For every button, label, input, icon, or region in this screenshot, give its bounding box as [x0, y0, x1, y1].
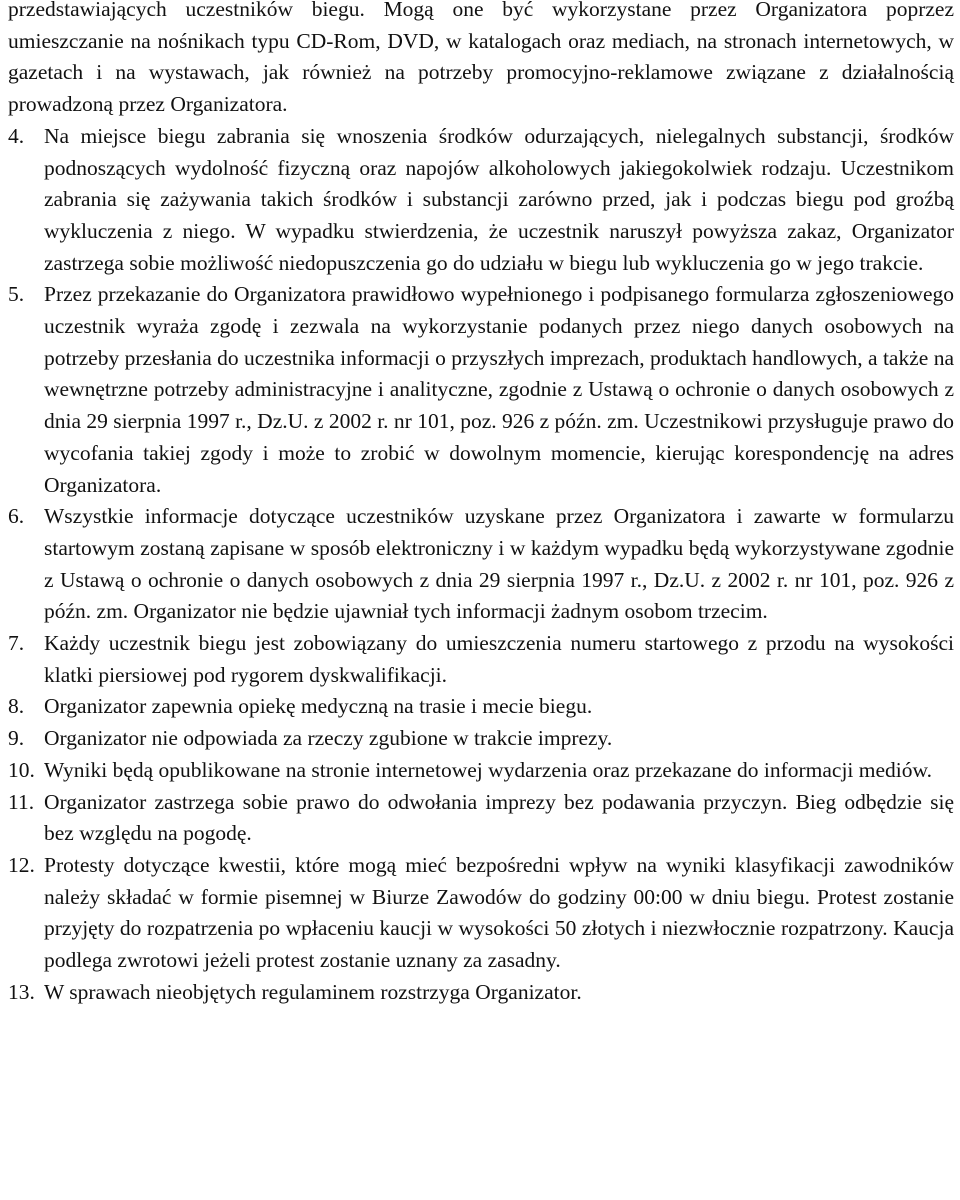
- item-number: 9.: [8, 726, 25, 751]
- list-item: [8, 755, 954, 787]
- item-text: Przez przekazanie do Organizatora prawidłowo wypełnionego i podpisanego formularza zgłoszeniowego uczestnik wyraża zgodę i zezwala na wykorzystanie podanych przez niego danych osobowych na potrzeby przesłania do uczestnika informacji o przyszłych imprezach, produktach handlowych, a także na wewnętrzne potrzeby administracyjne i analityczne, zgodnie z Ustawą o ochronie o danych osobowych z dnia 29 sierpnia 1997 r., Dz.U. z 2002 r. nr 101, poz. 926 z późn. zm. Uczestnikowi przysługuje prawo do wycofania takiej zgody i może to zrobić w dowolnym momencie, kierując korespondencję na adres Organizatora.: [44, 282, 954, 497]
- item-number: 5.: [8, 282, 25, 307]
- list-item: [8, 723, 954, 755]
- list-item: [8, 279, 954, 501]
- rules-list: [8, 121, 954, 1009]
- item-text: Protesty dotyczące kwestii, które mogą mieć bezpośredni wpływ na wyniki klasyfikacji zawodników należy składać w formie pisemnej w Biurze Zawodów do godziny 00:00 w dniu biegu. Protest zostanie przyjęty do rozpatrzenia po wpłaceniu kaucji w wysokości 50 złotych i niezwłocznie rozpatrzony. Kaucja podlega zwrotowi jeżeli protest zostanie uznany za zasadny.: [44, 852, 954, 973]
- item-text: Organizator zapewnia opiekę medyczną na trasie i mecie biegu.: [44, 694, 593, 719]
- item-number: 6.: [8, 504, 25, 529]
- item-text: Na miejsce biegu zabrania się wnoszenia środków odurzających, nielegalnych substancji, środków podnoszących wydolność fizyczną oraz napojów alkoholowych jakiegokolwiek rodzaju. Uczestnikom zabrania się zażywania takich środków i substancji zarówno przed, jak i podczas biegu pod groźbą wykluczenia z niego. W wypadku stwierdzenia, że uczestnik naruszył powyższa zakaz, Organizator zastrzega sobie możliwość niedopuszczenia go do udziału w biegu lub wykluczenia go w jego trakcie.: [44, 123, 954, 275]
- list-item: [8, 628, 954, 691]
- item-text: Wszystkie informacje dotyczące uczestników uzyskane przez Organizatora i zawarte w formularzu startowym zostaną zapisane w sposób elektroniczny i w każdym wypadku będą wykorzystywane zgodnie z Ustawą o ochronie o danych osobowych z dnia 29 sierpnia 1997 r., Dz.U. z 2002 r. nr 101, poz. 926 z późn. zm. Organizator nie będzie ujawniał tych informacji żadnym osobom trzecim.: [44, 504, 954, 624]
- item-number: 13.: [8, 979, 35, 1004]
- item-number: 11.: [8, 789, 35, 814]
- list-item: [8, 850, 954, 977]
- item-number: 7.: [8, 631, 25, 656]
- item-number: 8.: [8, 694, 25, 719]
- list-item: [8, 121, 954, 280]
- item-number: 12.: [8, 852, 35, 877]
- item-number: 4.: [8, 123, 25, 148]
- list-item: [8, 691, 954, 723]
- list-item: [8, 787, 954, 850]
- intro-paragraph: przedstawiających uczestników biegu. Mogą one być wykorzystane przez Organizatora poprzez umieszczanie na nośnikach typu CD-Rom, DVD, w katalogach oraz mediach, na stronach internetowych, w gazetach i na wystawach, jak również na potrzeby promocyjno-reklamowe związane z działalnością prowadzoną przez Organizatora.: [8, 0, 954, 117]
- item-text: Każdy uczestnik biegu jest zobowiązany do umieszczenia numeru startowego z przodu na wysokości klatki piersiowej pod rygorem dyskwalifikacji.: [44, 631, 954, 687]
- item-text: Organizator zastrzega sobie prawo do odwołania imprezy bez podawania przyczyn. Bieg odbędzie się bez względu na pogodę.: [44, 789, 954, 846]
- list-item: [8, 501, 954, 628]
- item-text: Organizator nie odpowiada za rzeczy zgubione w trakcie imprezy.: [44, 726, 613, 751]
- list-item: [8, 977, 954, 1009]
- item-text: W sprawach nieobjętych regulaminem rozstrzyga Organizator.: [44, 979, 582, 1004]
- item-text: Wyniki będą opublikowane na stronie internetowej wydarzenia oraz przekazane do informacji mediów.: [44, 757, 933, 782]
- item-number: 10.: [8, 757, 35, 782]
